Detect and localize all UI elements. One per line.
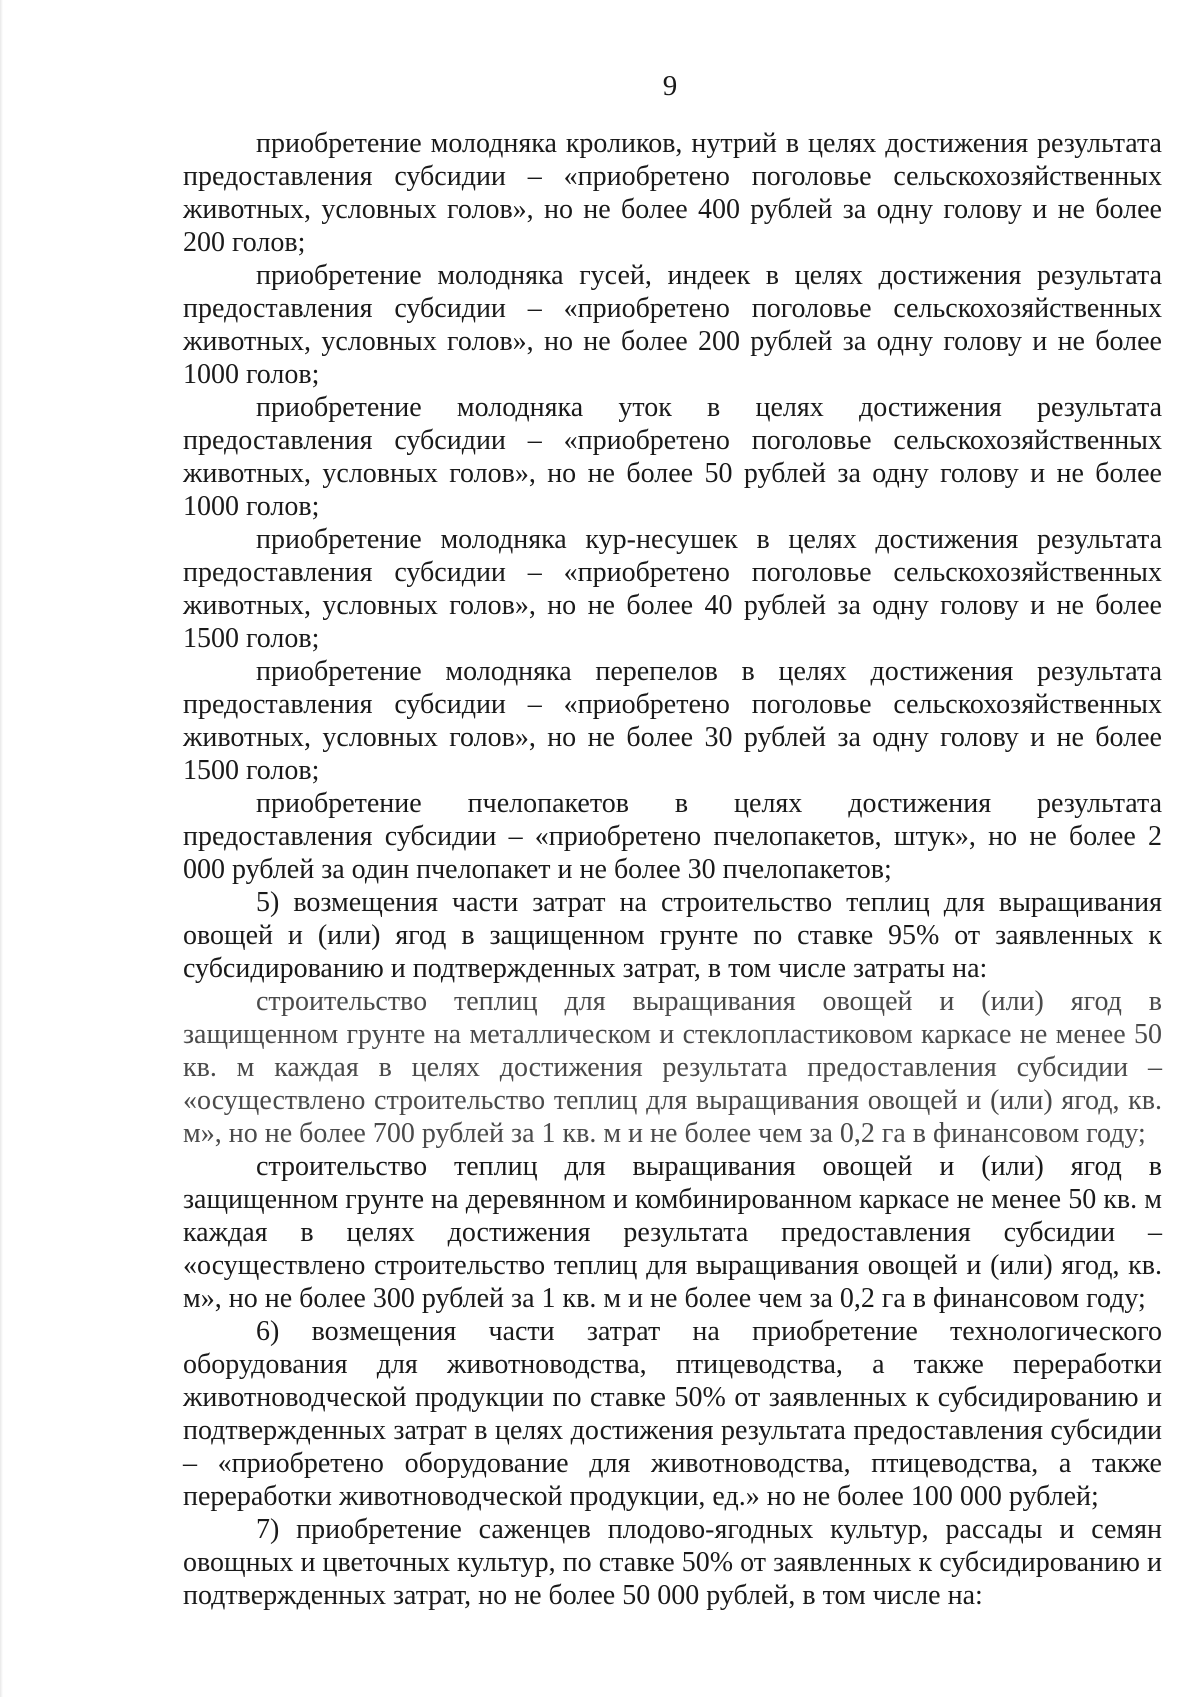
paragraph-geese-turkeys: приобретение молодняка гусей, индеек в целях достижения результата предоставления субсидии – «приобретено поголовье сельскохозяйственных животных, условных голов», но не более 200 рублей за одну голову и не более 1000 голов; — [183, 260, 1162, 390]
paragraph-item-6-equipment: 6) возмещения части затрат на приобретение технологического оборудования для животноводства, птицеводства, а также переработки животноводческой продукции по ставке 50% от заявленных к субсидированию и подтвержденных затрат в целях достижения результата предоставления субсидии – «приобретено оборудование для животноводства, птицеводства, а также переработки животноводческой продукции, ед.» но не более 100 000 рублей; — [183, 1316, 1162, 1512]
paragraph-bee-packages: приобретение пчелопакетов в целях достижения результата предоставления субсидии – «приобретено пчелопакетов, штук», но не более 2 000 рублей за один пчелопакет и не более 30 пчелопакетов; — [183, 788, 1162, 885]
paragraph-rabbits-nutria: приобретение молодняка кроликов, нутрий в целях достижения результата предоставления субсидии – «приобретено поголовье сельскохозяйственных животных, условных голов», но не более 400 рублей за одну голову и не более 200 голов; — [183, 128, 1162, 258]
paragraph-quails: приобретение молодняка перепелов в целях достижения результата предоставления субсидии – «приобретено поголовье сельскохозяйственных животных, условных голов», но не более 30 рублей за одну голову и не более 1500 голов; — [183, 656, 1162, 786]
paragraph-metal-frame-greenhouses: строительство теплиц для выращивания овощей и (или) ягод в защищенном грунте на металлическом и стеклопластиковом каркасе не менее 50 кв. м каждая в целях достижения результата предоставления субсидии – «осуществлено строительство теплиц для выращивания овощей и (или) ягод, кв. м», но не более 700 рублей за 1 кв. м и не более чем за 0,2 га в финансовом году; — [183, 986, 1162, 1149]
paragraph-item-5-greenhouses: 5) возмещения части затрат на строительство теплиц для выращивания овощей и (или) ягод в защищенном грунте по ставке 95% от заявленных к субсидированию и подтвержденных затрат, в том числе затраты на: — [183, 887, 1162, 984]
document-body — [183, 127, 1162, 1612]
paragraph-laying-hens: приобретение молодняка кур-несушек в целях достижения результата предоставления субсидии – «приобретено поголовье сельскохозяйственных животных, условных голов», но не более 40 рублей за одну голову и не более 1500 голов; — [183, 524, 1162, 654]
page-number: 9 — [662, 70, 678, 102]
paragraph-wooden-frame-greenhouses: строительство теплиц для выращивания овощей и (или) ягод в защищенном грунте на деревянном и комбинированном каркасе не менее 50 кв. м каждая в целях достижения результата предоставления субсидии – «осуществлено строительство теплиц для выращивания овощей и (или) ягод, кв. м», но не более 300 рублей за 1 кв. м и не более чем за 0,2 га в финансовом году; — [183, 1151, 1162, 1314]
paragraph-item-7-seedlings: 7) приобретение саженцев плодово-ягодных культур, рассады и семян овощных и цветочных культур, по ставке 50% от заявленных к субсидированию и подтвержденных затрат, но не более 50 000 рублей, в том числе на: — [183, 1514, 1162, 1611]
scan-edge-shadow — [0, 0, 3, 1697]
paragraph-ducks: приобретение молодняка уток в целях достижения результата предоставления субсидии – «приобретено поголовье сельскохозяйственных животных, условных голов», но не более 50 рублей за одну голову и не более 1000 голов; — [183, 392, 1162, 522]
